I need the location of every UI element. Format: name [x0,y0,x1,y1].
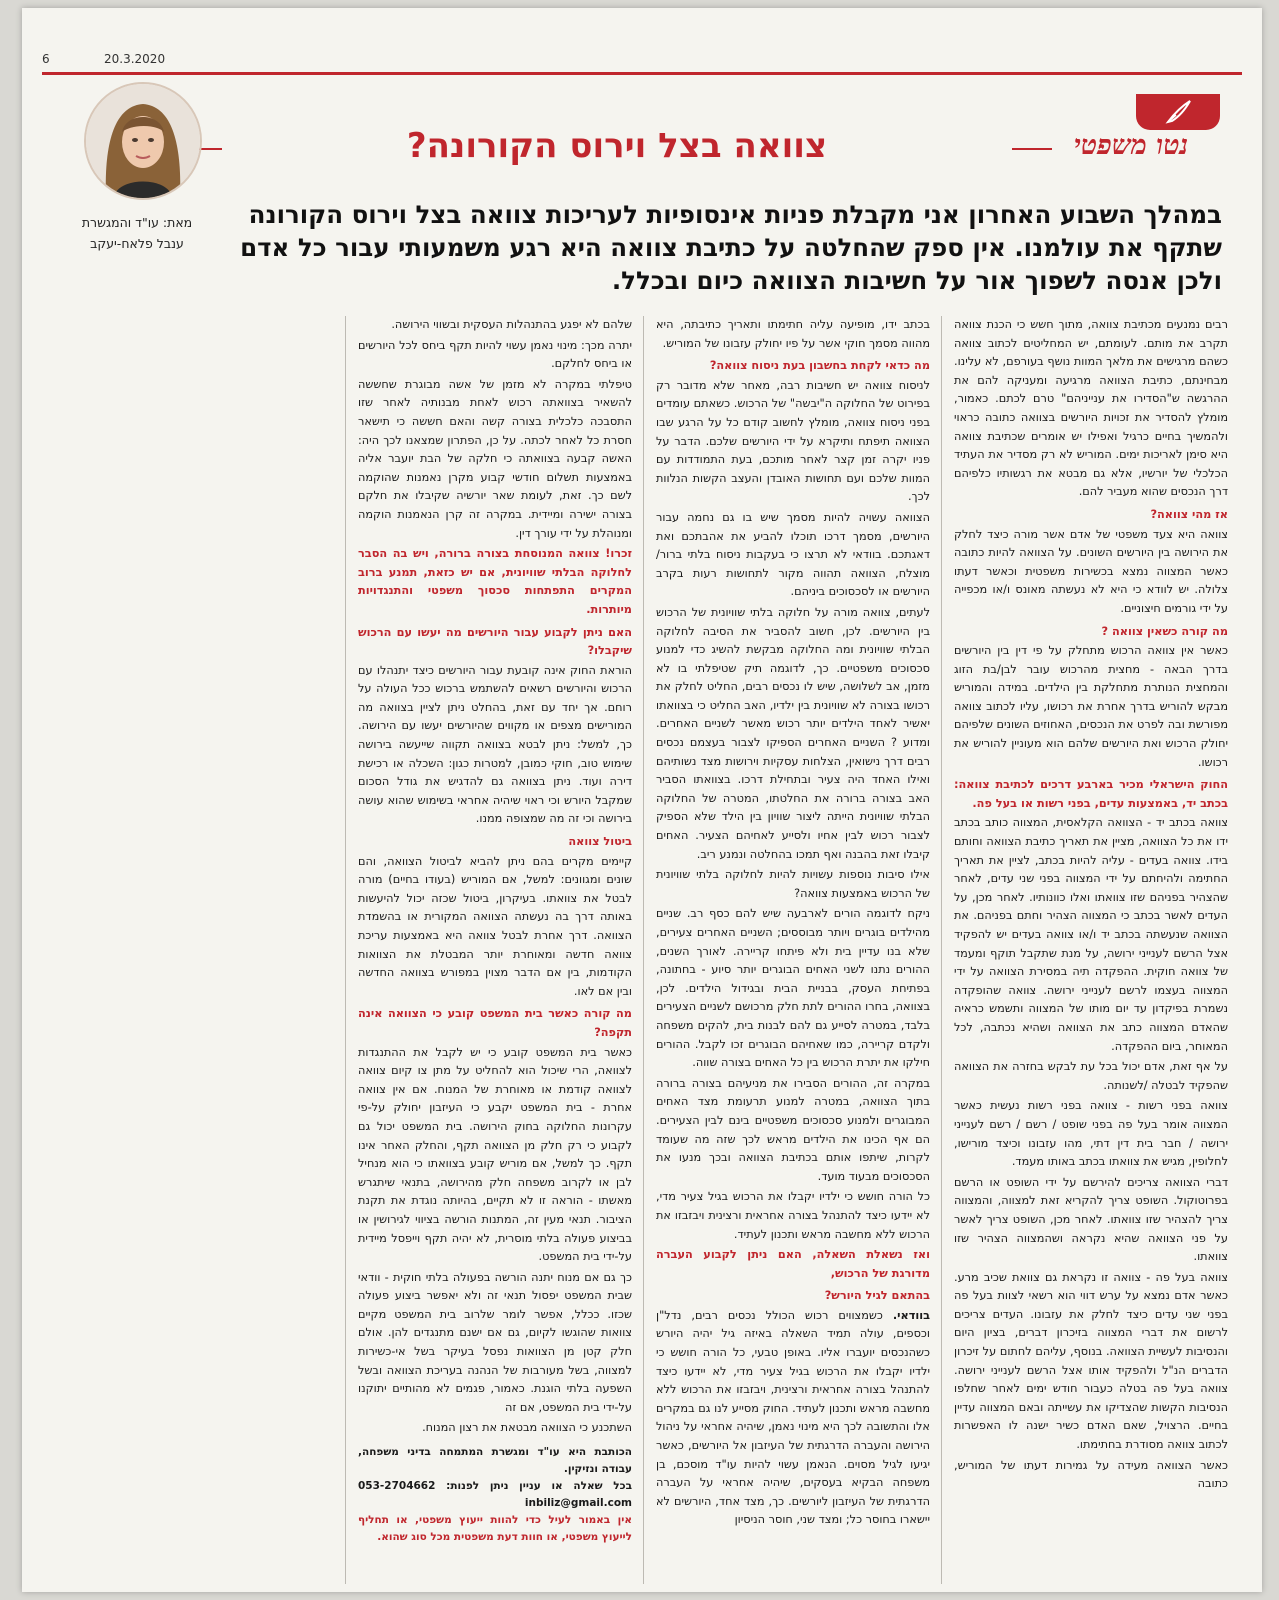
paragraph [656,1307,930,1530]
paragraph: כך גם אם מנוח יתנה הורשה בפעולה בלתי חוקית - וודאי שבית המשפט יפסול תנאי זה ולא יאפשר ביצוע פעולה שכזו. ככלל, אפשר לומר שלרוב בית המשפט מקיים צוואות שהוגשו לקיום, גם אם ישנם מתנגדים להן. אולם חלק קטן מן הצוואות נפסל בעיקר בשל אי-כשירות למצווה, בשל מעורבות של הנהנה בעריכת הצוואה ובשל השפעה בלתי הוגנת. כאמור, פגמים לא מהותיים יתוקנו על-ידי בית המשפט, אם זה [358,1270,632,1414]
column-divider [941,316,942,1584]
author-byline [62,212,212,254]
subheading: מה קורה כאשר בית המשפט קובע כי הצוואה אינה תקפה? [358,1007,632,1039]
subheading: ביטול צוואה [568,835,632,849]
credit-disclaimer: אין באמור לעיל כדי להוות ייעוץ משפטי, או תחליף לייעוץ משפטי, או חוות דעת משפטית מכל סוג שהוא. [358,1514,632,1544]
article-title [222,126,1012,166]
paragraph: במקרה זה, ההורים הסבירו את מניעיהם בצורה ברורה בתוך הצוואה, במטרה למנוע תרעומת מצד האחים המבוגרים ולמנוע סכסוכים משפטיים בינם לבין הצעירים. הם אף הכינו את הילדים מראש לכך שזה מה שעומד לקרות, שיתפו אותם בכתיבת הצוואה ובכך מנעו את הסכסוכים מבעוד מועד. [656,1076,930,1183]
highlight-question: ואז נשאלת השאלה, האם ניתן לקבוע העברה מדורגת של הרכוש, [656,1248,930,1280]
paragraph: ניקח לדוגמה הורים לארבעה שיש להם כסף רב. שניים מהילדים בוגרים ויותר מבוססים; השניים האחרים צעירים, שלא בנו עדיין בית ולא פיתחו קריירה. לאורך השנים, ההורים נתנו לשני האחים הבוגרים יותר סיוע - בחתונה, בפתיחת העסק, בבניית הבית ובגידול הילדים. לכן, בצוואה, בחרו ההורים לתת חלק מרכושם לשניים הצעירים בלבד, במטרה לסייע גם להם לבנות בית, להקים משפחה ולקדם קריירה, כמו שאחיהם הבוגרים זכו לקבל. ההורים חילקו את יתרת הרכוש בין כל האחים בצורה שווה. [656,907,930,1070]
column-1 [954,316,1228,1584]
subheading: בהתאם לגיל היורש? [824,1289,930,1303]
author-photo [84,82,202,200]
paragraph: כאשר הצוואה מעידה על גמירות דעתו של המוריש, כתובה [954,1458,1228,1491]
article-lead: במהלך השבוע האחרון אני מקבלת פניות אינסופיות לעריכות צוואה בצל וירוס הקורונה שתקף את עולמנו. אין ספק שהחלטה על כתיבת צוואה היא רגע משמעותי עבור כל אדם ולכן אנסה לשפוך אור על חשיבות הצוואה כיום ובכלל. [240,200,1222,295]
page-header [42,52,1242,66]
author-credit [358,1444,632,1546]
paragraph: הוראת החוק אינה קובעת עבור היורשים כיצד יתנהלו עם הרכוש והיורשים רשאים להשתמש ברכוש ככל העולה על רוחם. אך יחד עם זאת, בהחלט ניתן לציין בצוואה מה המורישים מצפים או מקווים שהיורשים יעשו עם הירושה. כך, למשל: ניתן לבטא בצוואה תקווה שייעשה בירושה שימוש טוב, חוקי כמובן, למטרות כגון: השכלה או רכישת דירה ועוד. ניתן בצוואה גם להדגיש את גודל הסכום שמקבל היורש וכי ראוי שיהיה אחראי בשימוש שהוא עושה בירושה וכי זה מה שמצופה ממנו. [358,663,632,826]
rubric-badge [1136,94,1220,130]
paragraph: בכתב ידו, מופיעה עליה חתימתו ותאריך כתיבתה, היא מהווה מסמך חוקי אשר על פיו יחולק עזבונו של המוריש. [656,318,930,350]
newspaper-page [22,8,1262,1592]
paragraph: צוואה בכתב יד - הצוואה הקלאסית, המצווה כותב בכתב ידו את כל הצוואה, מציין את תאריך כתיבת הצוואה וחותם בידו. צוואה בעדים - עליה להיות בכתב, לציין את תאריך החתימה ולהיחתם על ידי המצווה בפני שני עדים, לאחר שהצהיר בפניהם שזו צוואתו ואלו כוונותיו. לאחר מכן, על העדים לאשר בכתב כי המצווה הצהיר וחתם בפניהם. את הצוואה שנעשתה בכתב יד ו/או צוואה בעדים יש להפקיד אצל הרשם לענייני ירושה, על מנת שתקבל תוקף ומעמד של צוואה חוקית. ההפקדה תיה במסירת הצוואה על ידי המצווה בעצמו לרשם לענייני ירושה. צוואה שהופקדה נשמרת בפיקדון עד יום מותו של המצווה ותשמש כראיה שהאדם המצווה כתב את הצוואה ושהיא נכתבה, לכל המאוחר, ביום ההפקדה. [954,816,1228,1053]
page-number: 6 [42,52,50,66]
paragraph: כאשר אין צוואה הרכוש מתחלק על פי דין בין היורשים בדרך הבאה - מחצית מהרכוש עובר לבן/בת הזוג והמחצית הנותרת מתחלקת בין הילדים. במידה והמוריש מבקש להוריש בדרך אחרת את רכושו, עליו לכתוב צוואה מפורשת ובה לפרט את הנכסים, האחוזים השונים שלפיהם יחולק הרכוש ואת היורשים שלהם הוא מעוניין להוריש את רכושו. [954,644,1228,769]
paragraph: לניסוח צוואה יש חשיבות רבה, מאחר שלא מדובר רק בפירוט של החלוקה ה"יבשה" של הרכוש. כשאתם עומדים בפני ניסוח צוואה, מומלץ לחשוב קודם כל על הרגע שבו הצוואה תיפתח ותיקרא על ידי היורשים שלכם. הדבר על פניו יקרה זמן קצר לאחר מותכם, בעת התמודדות עם המוות שלכם ועם תחושות האובדן והעצב הקשות הנלוות לכך. [656,378,930,504]
paragraph: צוואה בפני רשות - צוואה בפני רשות נעשית כאשר המצווה אומר בעל פה בפני שופט / רשם / רשם לענייני ירושה / חבר בית דין דתי, מהו עזבונו וכיצד מורישו, לחלופין, מגיש את צוואתו בכתב באותו מעמד. [954,1099,1228,1169]
credit-contact: בכל שאלה או עניין ניתן לפנות: 053-2704662 inbiliz@gmail.com [358,1480,632,1510]
column-2 [656,316,930,1584]
column-3 [358,316,632,1584]
bold-lead-word: בוודאי. [892,1308,930,1322]
paragraph: הצוואה עשויה להיות מסמך שיש בו גם נחמה עבור היורשים, מסמך דרכו תוכלו להביע את אהבתכם ואת דאגתכם. בוודאי לא תרצו כי בעקבות ניסוח בלתי ברור/ מוצלח, הצוואה תהווה מקור לתחושות רעות בקרב היורשים או לסכסוכים ביניהם. [656,510,930,599]
column-divider [345,316,346,1584]
paragraph: על אף זאת, אדם יכול בכל עת לבקש בחזרה את הצוואה שהפקיד לבטלה /לשנותה. [954,1060,1228,1092]
byline-line-1: מאת: עו"ד והמגשרת [81,215,193,230]
paragraph: טיפלתי במקרה לא מזמן של אשה מבוגרת שחששה להשאיר בצוואתה רכוש לאחת מבנותיה לאחר שזו התסבכה כלכלית בצורה קשה והאם חששה כי תישאר חסרת כל לאחר לכתה. על כן, הפתרון שמצאנו לכך היה: האשה קבעה בצוואתה כי חלקה של הבת יועבר אליה באמצעות תשלום חודשי קבוע מקרן נאמנות שהוקמה לשם כך. זאת, לעומת שאר יורשיה שקיבלו את חלקם בצורה ישירה ומיידית. במקרה זה קרן הנאמנות הוקמה ומנוהלת על ידי עורך דין. [358,377,632,540]
paragraph: דברי הצוואה צריכים להירשם על ידי השופט או הרשם בפרוטוקול. השופט צריך להקריא זאת למצווה, והמצווה צריך להצהיר שזו צוואתו. לאחר מכן, השופט צריך לאשר על פני הצוואה שהיא נקראה ושהמצווה הצהיר שזו צוואתו. [954,1175,1228,1264]
article-title-text: צוואה בצל וירוס הקורונה? [389,126,845,166]
article-body [60,316,1228,1584]
byline-line-2: ענבל פלאח-יעקב [90,236,184,251]
paragraph: רבים נמנעים מכתיבת צוואה, מתוך חשש כי הכנת צוואה תקרב את מותם. לעומתם, יש המחליטים לכתוב צוואה כשהם מרגישים את מלאך המוות נושף בעורפם, לא עלינו. מבחינתם, כתיבת הצוואה מרגיעה ומעניקה להם את ההרגשה ש"הסדירו את ענייניהם" טרם לכתם. כאמור, מומלץ להסדיר את זכויות היורשים בצוואה כתובה כראוי ולהמשיך בחיים כרגיל ואפילו יש אומרים שכתיבת צוואה היא סימן לאריכות ימים. המוריש לא רק מסדיר את העתיד הכלכלי של יורשיו, אלא גם מבטא את רגשותיו כלפיהם דרך הנכסים שהוא מעביר להם. [954,318,1228,499]
subheading: מה כדאי לקחת בחשבון בעת ניסוח צוואה? [709,359,930,373]
paragraph-text: כשמצווים רכוש הכולל נכסים רבים, נדל"ן וכספים, עולה תמיד השאלה באיזה גיל יהיה היורש כשהנכסים יועברו אליו. באופן טבעי, כל הורה חושש כי ילדיו יקבלו את הרכוש בגיל צעיר מדי, לא יידעו כיצד להתנהל בצורה אחראית ורצינית, ויבזבזו את הרכוש ללא מחשבה מראש ותכנון לעתיד. החוק מסייע לנו גם במקרים אלו והתשובה לכך היא מינוי נאמן, שיהיה אחראי על ניהול הירושה והעברה הדרגתית של העיזבון אל היורשים, כאשר יגיעו לגיל מסוים. הנאמן עשוי להיות עו"ד מוסכם, בן משפחה הבקיא בעסקים, שיהיה אחראי על העברה הדרגתית של העיזבון ליורשים. כך, מצד אחד, היורשים לא יישארו בחוסר כל; ומצד שני, חוסר הניסיון [656,1308,930,1527]
paragraph: כל הורה חושש כי ילדיו יקבלו את הרכוש בגיל צעיר מדי, לא יידעו כיצד להתנהל בצורה אחראית ורצינית ויבזבזו את הרכוש ללא מחשבה מראש ותכנון לעתיד. [656,1190,930,1241]
column-divider [643,316,644,1584]
subheading: מה קורה כשאין צוואה ? [1101,624,1228,638]
paragraph: אילו סיבות נוספות עשויות להיות לחלוקה בלתי שוויונית של הרכוש באמצעות צוואה? [656,868,930,900]
credit-line: הכותבת היא עו"ד ומגשרת המתמחה בדיני משפחה, עבודה ונזיקין. [358,1446,632,1476]
paragraph: לעתים, צוואה מורה על חלוקה בלתי שוויונית של הרכוש בין היורשים. לכן, חשוב להסביר את הסיבה לחלוקה הבלתי שוויונית ומה החלוקה מבקשת להשיג כדי למנוע סכסוכים משפטיים. כך, לדוגמה תיק שטיפלתי בו לא מזמן, אב לשלושה, שיש לו נכסים רבים, החליט לחלק את רכושו בצורה לא שוויונית בין ילדיו, האב החליט כי בצוואתו יאשיר לאחד הילדים יותר רכוש מאשר לשניים האחרים. ומדוע ? השניים האחרים הספיקו לצבור בעצמם נכסים רבים דרך נישואין, הצלחות עסקיות וירושות מצד נשותיהם ואילו האחד היה צעיר ובתחילת דרכו. בצוואתו הסביר האב בצורה ברורה את החלטתו, המטרה של החלוקה הבלתי שוויונית הייתה ליצור שוויון בין הילד שלא הספיק לצבור רכוש לבין אחיו ולסייע לאחיהם הצעיר. האחים קיבלו זאת בהבנה ואף תמכו בהחלטה ונמנע ריב. [656,605,930,861]
quill-icon [1164,98,1194,126]
paragraph: השתכנע כי הצוואה מבטאת את רצון המנוח. [422,1421,632,1435]
subheading: האם ניתן לקבוע עבור היורשים מה יעשו עם הרכוש שיקבלו? [358,625,632,658]
paragraph: כאשר בית המשפט קובע כי יש לקבל את ההתנגדות לצוואה, הרי שיכול הוא להחליט על מתן צו קיום צוואה לצוואה קודמת או מאוחרת של המנוח. אם אין צוואה אחרת - בית המשפט יקבע כי העיזבון יחולק על-פי עקרונות החלוקה בחוק הירושה. בית המשפט יכול גם לקבוע כי רק חלק מן הצוואה תקף, והחלק האחר אינו תקף. כך למשל, אם מוריש קובע בצוואתו כי הוא מנחיל לבן או לקרוב משפחה חלק מהירושה, בתנאי שיתגרש מאשתו - הוראה זו לא תקיים, בהיותה נוגדת את תקנת הציבור. תנאי מעין זה, המתנות הורשה בציווי לגירושין או בביצוע פעולה בלתי מוסרית, לא יהיה תקף וייפסל מיידית על-ידי בית המשפט. [358,1045,632,1264]
subheading: החוק הישראלי מכיר בארבע דרכים לכתיבת צוואה: בכתב יד, באמצעות עדים, בפני רשות או בעל פה. [954,778,1228,810]
paragraph: צוואה היא צעד משפטי של אדם אשר מורה כיצד לחלק את הירושה בין היורשים השונים. על הצוואה להיות כתובה כאשר המצווה נמצא בכשירות משפטית וכאשר דעתו צלולה. יש לוודא כי היא לא נעשתה מאונס ו/או מכפייה על ידי גורמים חיצוניים. [954,527,1228,615]
subheading: אז מהי צוואה? [1150,507,1228,521]
paragraph: שלהם לא יפגע בהתנהלות העסקית ובשווי הירושה. [391,318,632,331]
section-rubric: נטו משפטי [1073,130,1189,161]
issue-date: 20.3.2020 [104,52,166,66]
paragraph: צוואה בעל פה - צוואה זו נקראת גם צוואת שכיב מרע. כאשר אדם נמצא על ערש דווי הוא רשאי לצוות בעל פה בפני שני עדים כיצד לחלק את עזבונו. העדים צריכים לרשום את דברי המצווה בזיכרון דברים, בציון היום והנסיבות לעשיית הצוואה. בנוסף, עליהם לחתום על זיכרון הדברים הנ"ל ולהפקיד אותו אצל הרשם לענייני ירושה. צוואה בעל פה בטלה כעבור חודש ימים לאחר שחלפו הנסיבות הקשות שהצדיקו את עשייתה ובאם המצווה עדיין בחיים. הרצויל, שאם האדם כשיר ישנה לו האפשרות לכתוב צוואה מסודרת בחתימתו. [954,1270,1228,1452]
highlight-note: זכרו! צוואה המנוסחת בצורה ברורה, ויש בה הסבר לחלוקה הבלתי שוויונית, אם יש כזאת, תמנע ברוב המקרים התפתחות סכסוך משפטי והתנגדויות מיותרות. [358,547,632,616]
paragraph: קיימים מקרים בהם ניתן להביא לביטול הצוואה, והם שונים ומגוונים: למשל, אם המוריש (בעודו בחיים) מורה לבטל את צוואתו. בעיקרון, ביטול שכזה יכול להיעשות באותה דרך בה נעשתה הצוואה המקורית או בהשמדת הצוואה. דרך אחרת לבטל צוואה היא באמצעות עריכת צוואה חדשה ומאוחרת יותר המבטלת את הצוואות הקודמות, בין אם הדבר מצוין במפורש בצוואה החדשה ובין אם לאו. [358,854,632,998]
header-rule [42,72,1242,75]
author-portrait-icon [86,84,200,198]
paragraph: יתרה מכך: מינוי נאמן עשוי להיות תקף ביחס לכל היורשים או ביחס לחלקם. [358,338,632,371]
